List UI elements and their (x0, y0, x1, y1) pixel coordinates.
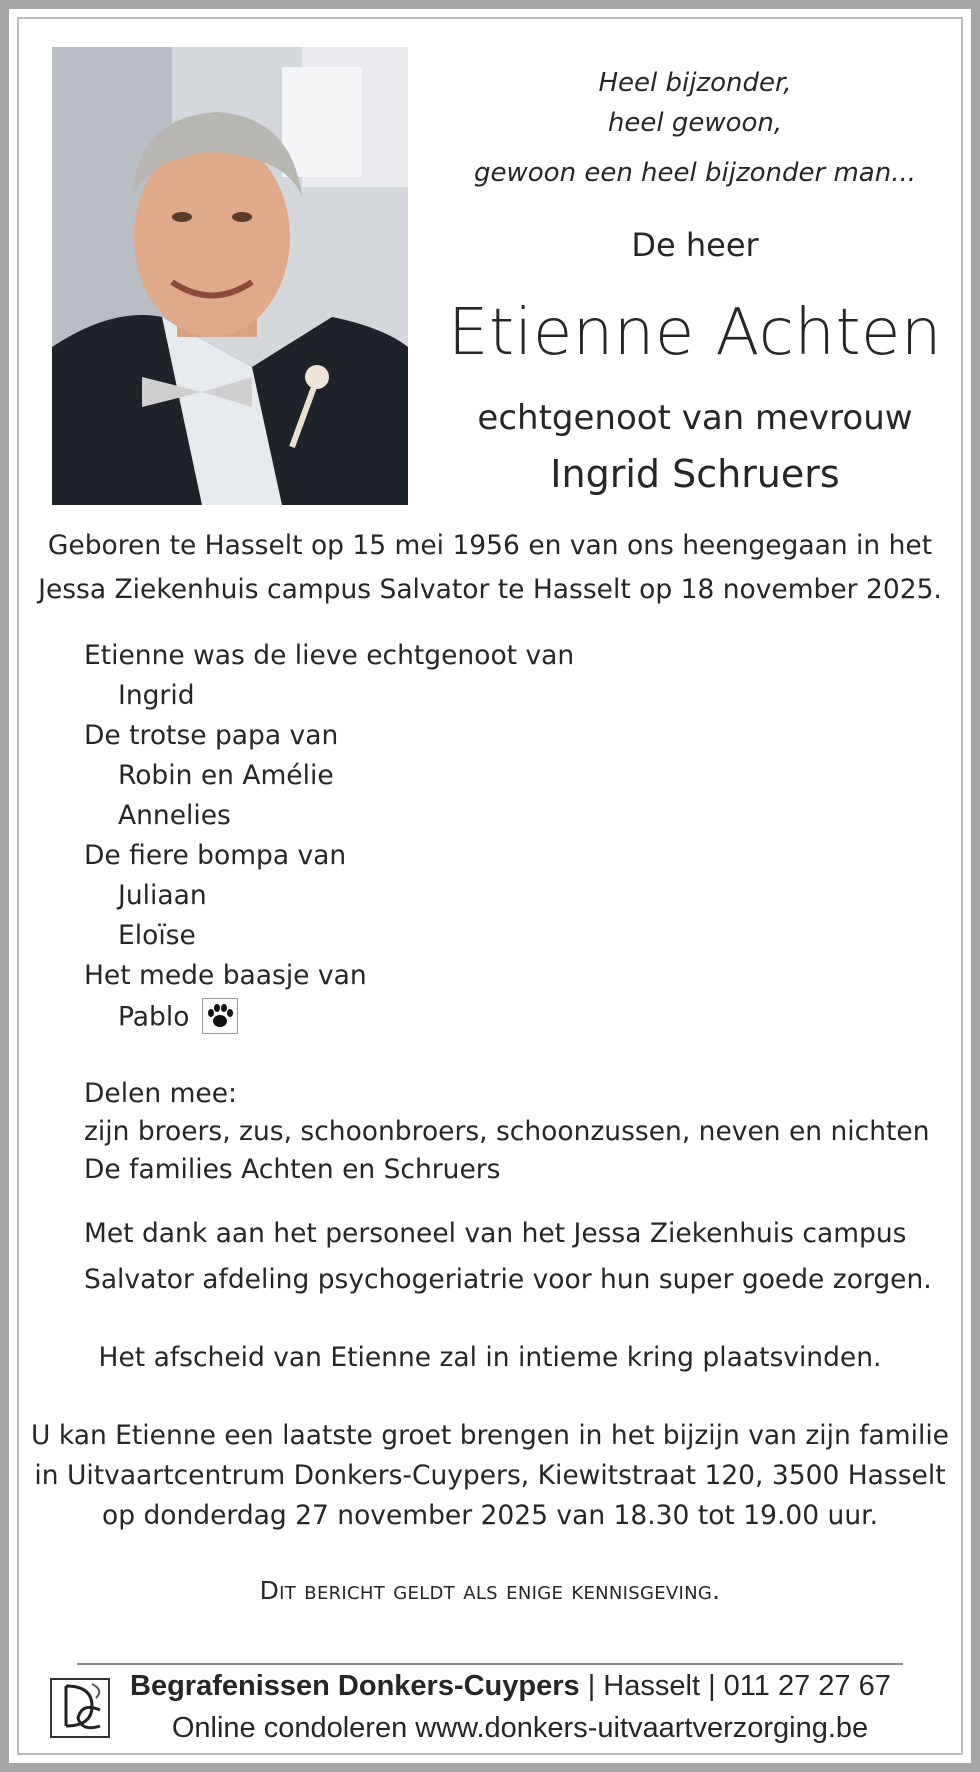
deceased-name: Etienne Achten (448, 296, 942, 370)
relation-heading: De trotse papa van (84, 720, 339, 751)
farewell-text: Het afscheid van Etienne zal in intieme kring plaatsvinden. (98, 1342, 882, 1373)
relation-name: Annelies (118, 800, 231, 831)
relation-name: Juliaan (118, 880, 207, 911)
share-line-1: zijn broers, zus, schoonbroers, schoonzussen, neven en nichten (84, 1116, 930, 1147)
verse-line-2: heel gewoon, (607, 108, 783, 138)
relation-name: Eloïse (118, 920, 196, 951)
spouse-name: Ingrid Schruers (550, 452, 840, 496)
paw-icon (202, 998, 238, 1034)
footer-company-line (130, 1670, 930, 1703)
relation-name-with-pet (118, 1000, 238, 1036)
birth-line-1: Geboren te Hasselt op 15 mei 1956 en van ons heengegaan in het (47, 530, 933, 561)
relation-heading: Etienne was de lieve echtgenoot van (84, 640, 575, 671)
spouse-lead: echtgenoot van mevrouw (477, 398, 913, 438)
relation-heading: De fiere bompa van (84, 840, 347, 871)
verse-line-3: gewoon een heel bijzonder man... (474, 158, 916, 188)
notice-text: Dit bericht geldt als enige kennisgeving. (259, 1576, 721, 1605)
footer-online-link[interactable]: Online condoleren www.donkers-uitvaartverzorging.be (171, 1712, 869, 1744)
footer-contact: | Hasselt | 011 27 27 67 (587, 1670, 891, 1702)
relation-name: Robin en Amélie (118, 760, 334, 791)
thanks-line-2: Salvator afdeling psychogeriatrie voor hun super goede zorgen. (84, 1264, 932, 1295)
birth-line-2: Jessa Ziekenhuis campus Salvator te Hasselt op 18 november 2025. (38, 574, 942, 605)
pet-name: Pablo (118, 1001, 190, 1033)
footer-company-name: Begrafenissen Donkers-Cuypers (130, 1670, 580, 1702)
thanks-line-1: Met dank aan het personeel van het Jessa Ziekenhuis campus (84, 1218, 907, 1249)
share-line-2: De families Achten en Schruers (84, 1154, 501, 1185)
visit-line-1: U kan Etienne een laatste groet brengen in het bijzijn van zijn familie (31, 1420, 949, 1451)
share-heading: Delen mee: (84, 1078, 237, 1109)
footer-divider (77, 1663, 903, 1665)
visit-line-2: in Uitvaartcentrum Donkers-Cuypers, Kiewitstraat 120, 3500 Hasselt (34, 1460, 946, 1491)
funeral-home-logo (50, 1678, 110, 1738)
relation-name: Ingrid (118, 680, 195, 711)
honorific: De heer (631, 226, 759, 264)
portrait-photo (52, 47, 408, 505)
verse-line-1: Heel bijzonder, (598, 68, 792, 98)
relation-heading: Het mede baasje van (84, 960, 367, 991)
visit-line-3: op donderdag 27 november 2025 van 18.30 tot 19.00 uur. (101, 1500, 879, 1531)
